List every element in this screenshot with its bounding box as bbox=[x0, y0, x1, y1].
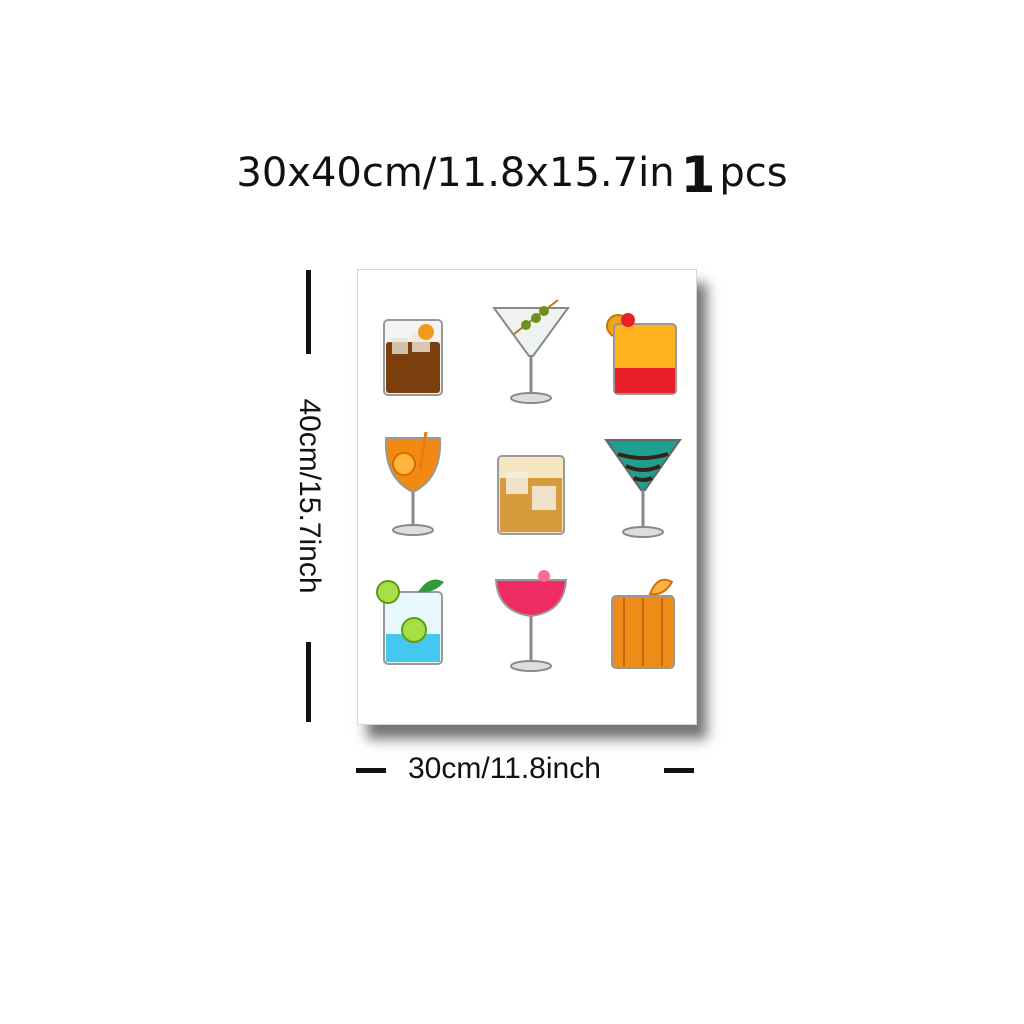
grasshopper-glass-icon bbox=[598, 432, 688, 542]
quantity-number: 1 bbox=[680, 146, 716, 204]
size-text: 30x40cm/11.8x15.7in bbox=[236, 150, 675, 196]
width-dimension-line-right bbox=[664, 768, 694, 773]
tequila-sunrise-glass-icon bbox=[598, 298, 688, 408]
martini-glass-icon bbox=[486, 298, 576, 408]
aperol-spritz-glass-icon bbox=[368, 430, 458, 540]
whiskey-sour-glass-icon bbox=[598, 566, 688, 676]
quantity-unit: pcs bbox=[719, 150, 788, 196]
height-dimension-label: 40cm/15.7inch bbox=[293, 398, 326, 594]
old-fashioned-glass-icon bbox=[486, 448, 576, 558]
cosmopolitan-glass-icon bbox=[486, 566, 576, 676]
height-dimension-line-top bbox=[306, 270, 311, 354]
whiskey-glass-icon bbox=[368, 300, 458, 410]
product-size-title bbox=[0, 140, 1024, 204]
mojito-glass-icon bbox=[368, 568, 458, 678]
width-dimension-line-left bbox=[356, 768, 386, 773]
height-dimension-line-bottom bbox=[306, 642, 311, 722]
canvas-print bbox=[357, 269, 697, 725]
width-dimension-label: 30cm/11.8inch bbox=[408, 752, 601, 785]
